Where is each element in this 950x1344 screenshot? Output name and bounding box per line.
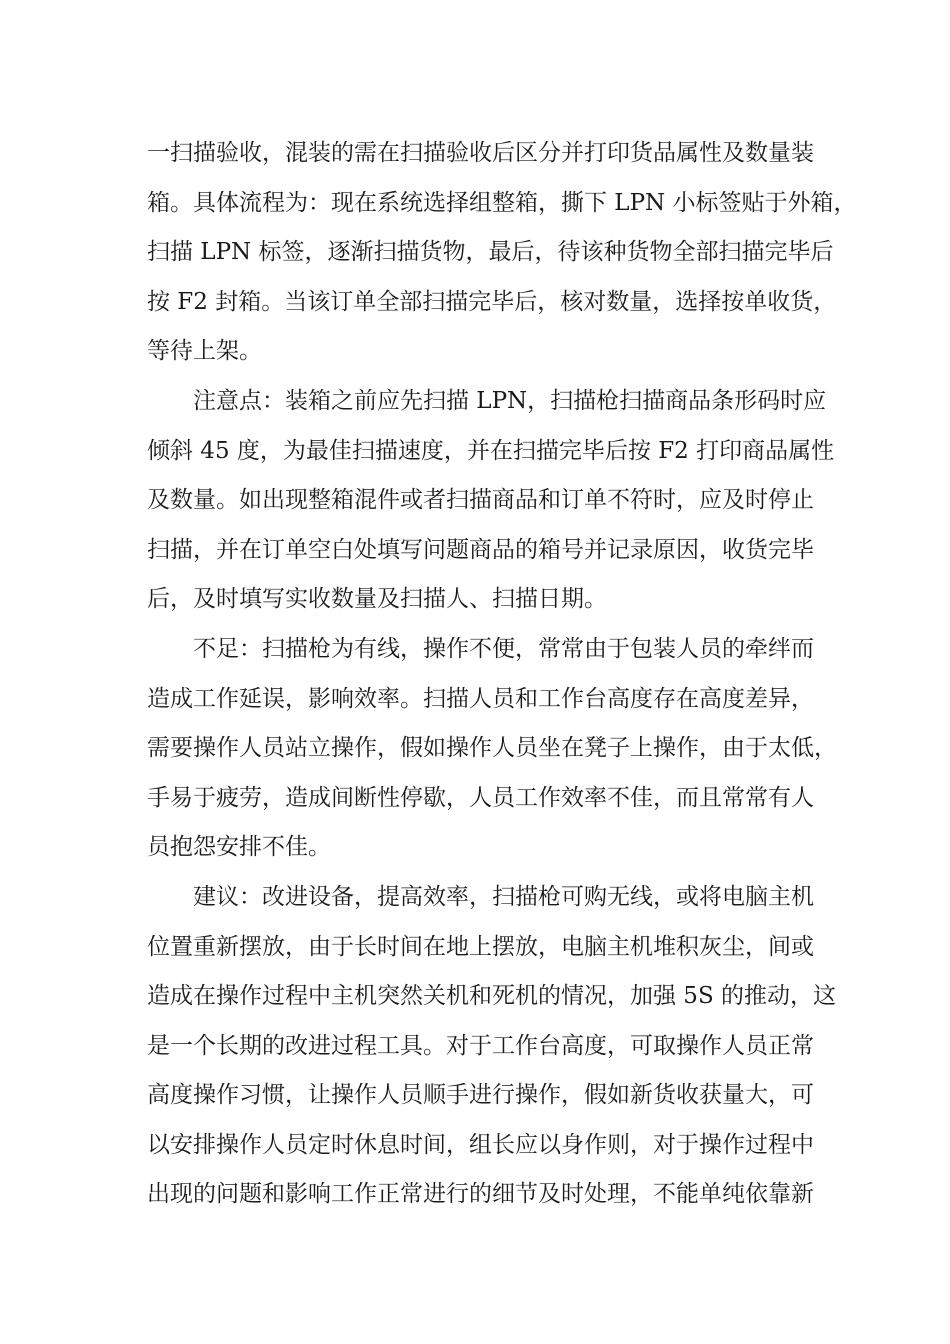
- text-line: 手易于疲劳，造成间断性停歇，人员工作效率不佳，而且常常有人: [147, 784, 814, 811]
- text-line: 位置重新摆放，由于长时间在地上摆放，电脑主机堆积灰尘，间或: [147, 933, 814, 960]
- text-line: 扫描，并在订单空白处填写问题商品的箱号并记录原因，收货完毕: [147, 536, 814, 563]
- text-line: 员抱怨安排不佳。: [147, 834, 331, 861]
- text-line: 倾斜 45 度，为最佳扫描速度，并在扫描完毕后按 F2 打印商品属性: [147, 437, 835, 464]
- text-line: 出现的问题和影响工作正常进行的细节及时处理，不能单纯依靠新: [147, 1181, 814, 1208]
- paragraph-start-line: 不足：扫描枪为有线，操作不便，常常由于包装人员的牵绊而: [193, 635, 814, 662]
- text-line: 按 F2 封箱。当该订单全部扫描完毕后，核对数量，选择按单收货，: [147, 288, 837, 315]
- paragraph-start-line: 建议：改进设备，提高效率，扫描枪可购无线，或将电脑主机: [193, 883, 814, 910]
- paragraph-start-line: 注意点：装箱之前应先扫描 LPN，扫描枪扫描商品条形码时应: [193, 387, 827, 414]
- text-line: 箱。具体流程为：现在系统选择组整箱，撕下 LPN 小标签贴于外箱，: [147, 189, 857, 216]
- text-line: 以安排操作人员定时休息时间，组长应以身作则，对于操作过程中: [147, 1131, 814, 1158]
- text-line: 及数量。如出现整箱混件或者扫描商品和订单不符时，应及时停止: [147, 487, 814, 514]
- text-line: 等待上架。: [147, 338, 262, 365]
- text-line: 造成在操作过程中主机突然关机和死机的情况，加强 5S 的推动，这: [147, 983, 837, 1010]
- text-line: 需要操作人员站立操作，假如操作人员坐在凳子上操作，由于太低，: [147, 735, 837, 762]
- text-line: 造成工作延误，影响效率。扫描人员和工作台高度存在高度差异，: [147, 685, 814, 712]
- text-line: 扫描 LPN 标签，逐渐扫描货物，最后，待该种货物全部扫描完毕后: [147, 239, 834, 266]
- text-line: 高度操作习惯，让操作人员顺手进行操作，假如新货收获量大，可: [147, 1082, 814, 1109]
- text-line: 一扫描验收，混装的需在扫描验收后区分并打印货品属性及数量装: [147, 140, 814, 166]
- body-text: [147, 129, 857, 1220]
- text-line: 是一个长期的改进过程工具。对于工作台高度，可取操作人员正常: [147, 1032, 814, 1059]
- text-line: 后，及时填写实收数量及扫描人、扫描日期。: [147, 586, 607, 613]
